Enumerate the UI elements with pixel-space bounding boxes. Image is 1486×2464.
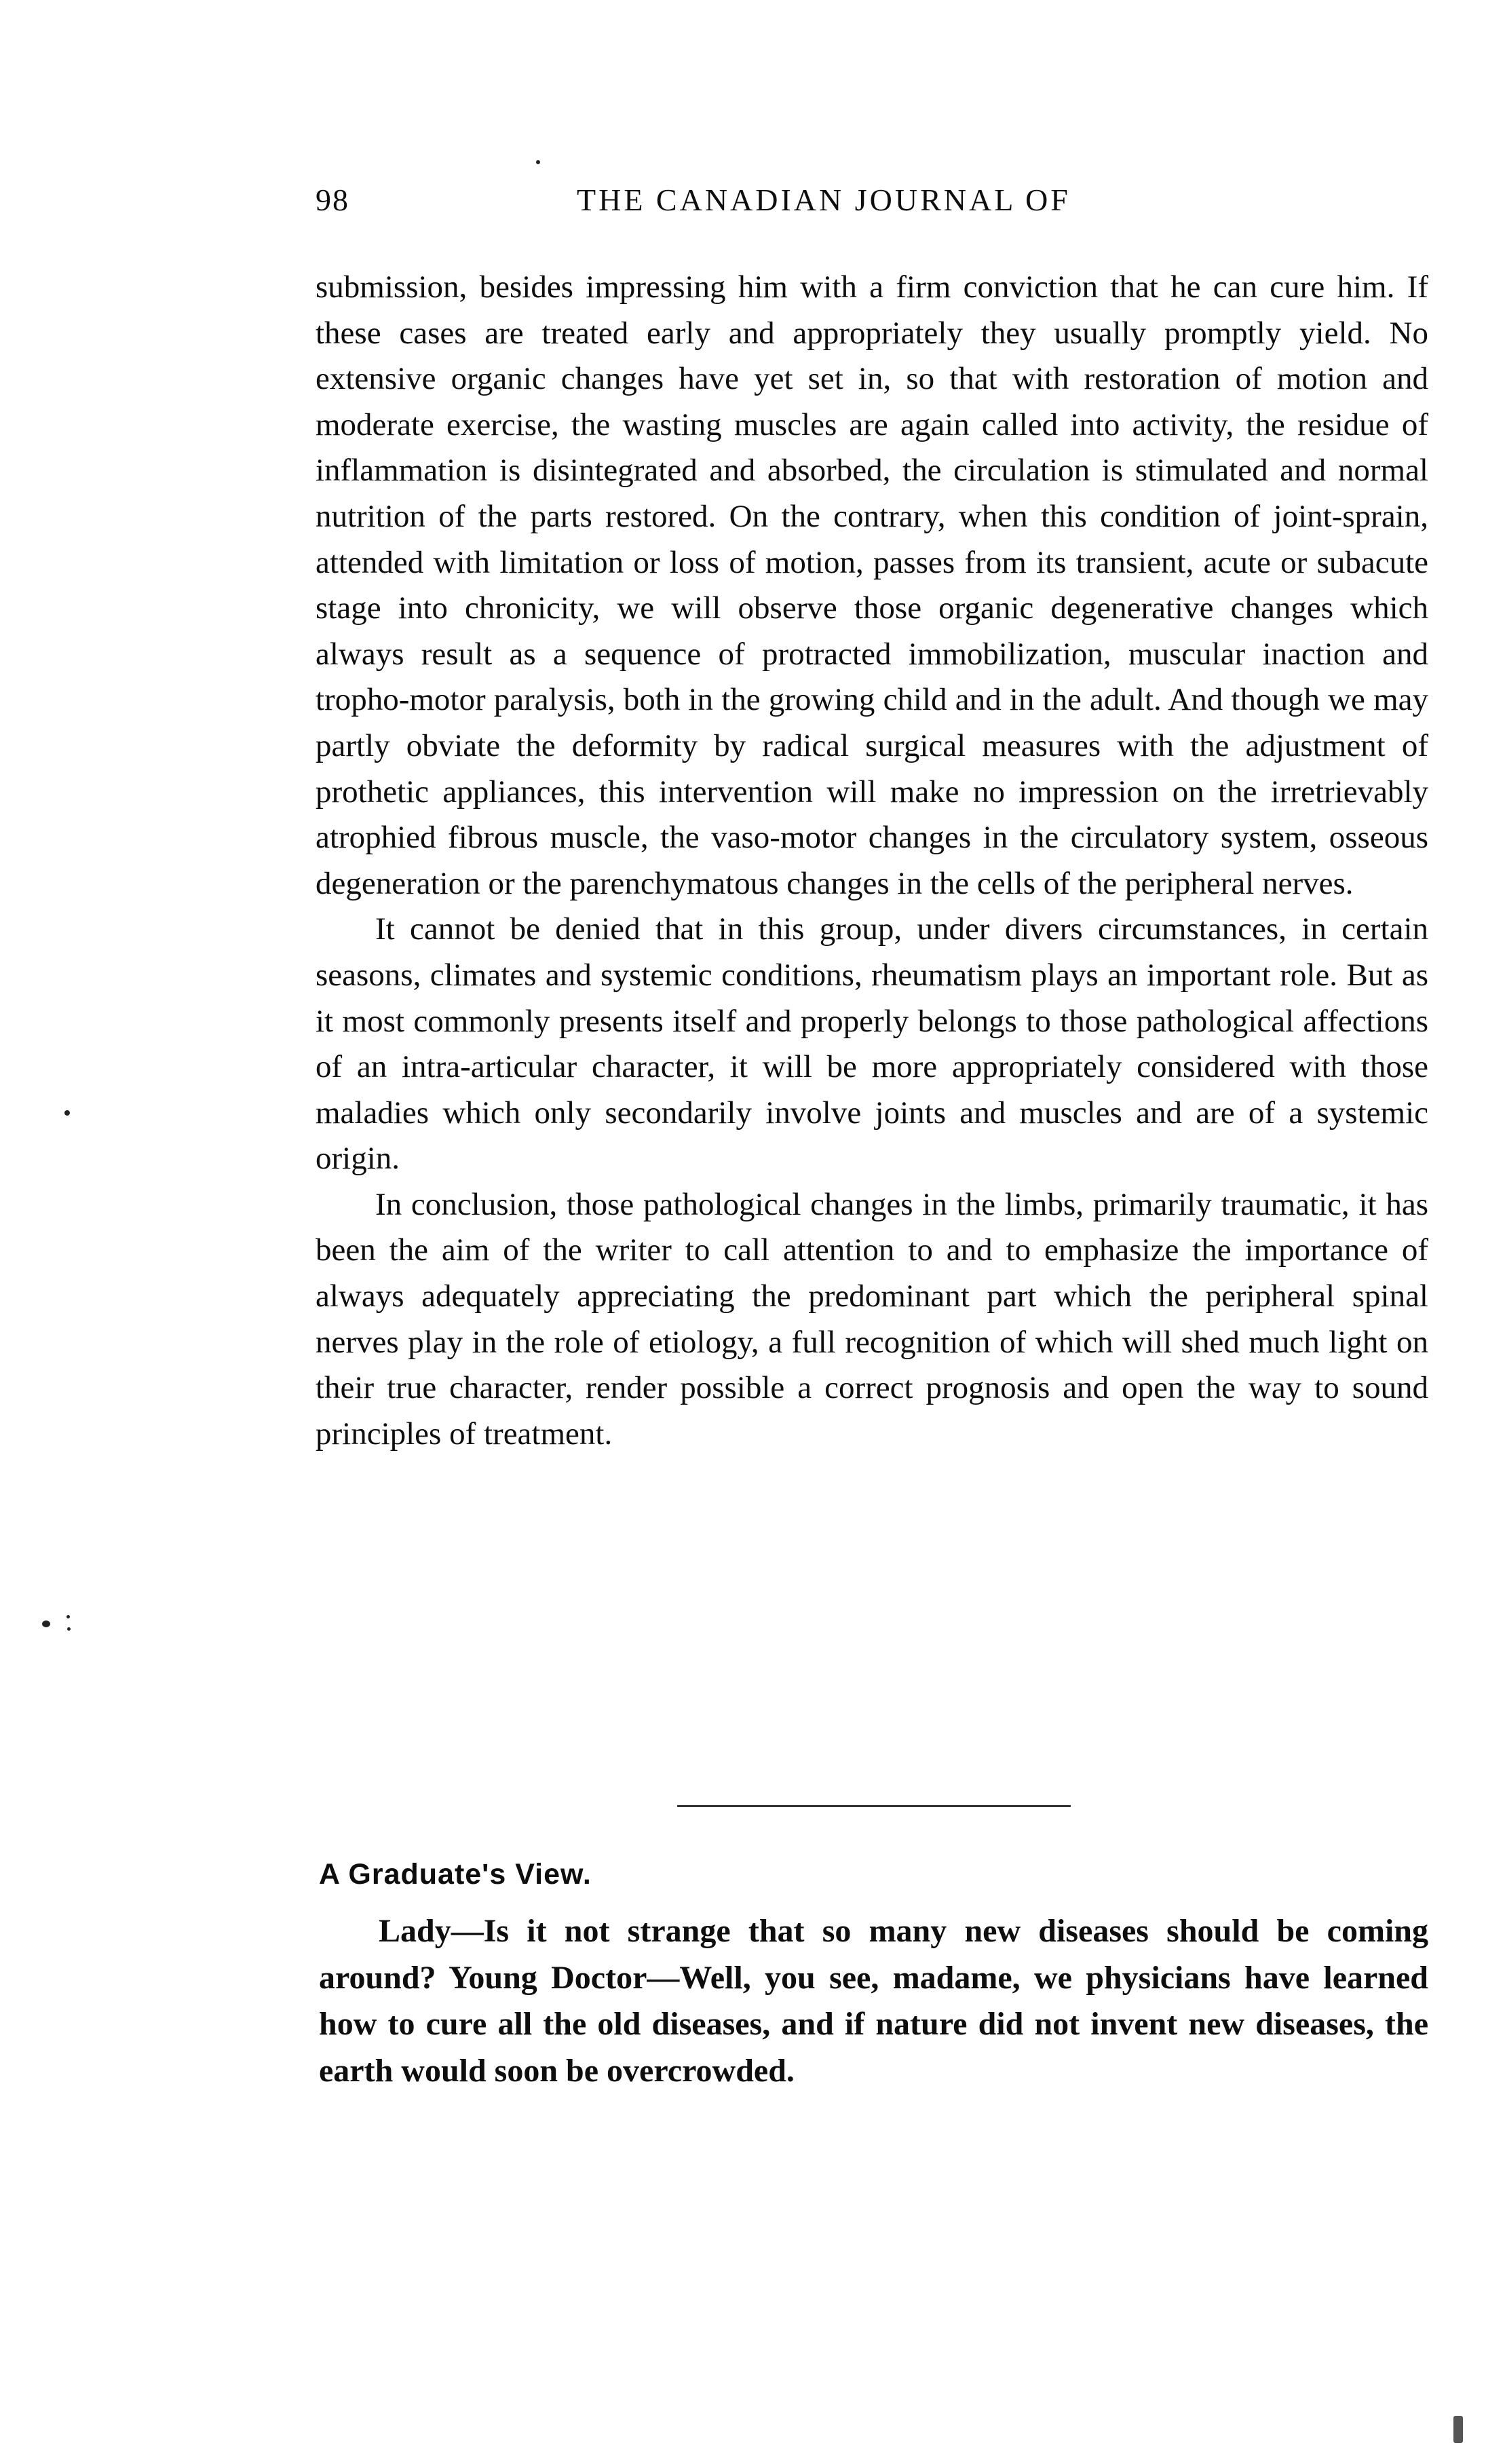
- paragraph: It cannot be denied that in this group, under divers circumstances, in certain seasons, climates and systemic conditions, rheumatism plays an important role. But as it most commonly presents itself and properly belongs to those pathological affections of an intra-articular character, it will be more appropriately considered with those maladies which only secondarily involve joints and muscles and are of a systemic origin.: [316, 911, 1428, 1177]
- print-speck: [67, 1627, 71, 1631]
- print-speck: [66, 1615, 70, 1618]
- paragraph: Lady—Is it not strange that so many new diseases should be coming around? Young Doctor—Well, you see, madame, we physicians have learned how to cure all the old diseases, and if nature did not invent new diseases, the earth would soon be overcrowded.: [319, 1913, 1428, 2089]
- section-body: [319, 1908, 1428, 2094]
- page-number: 98: [316, 183, 349, 217]
- print-speck: [536, 160, 540, 164]
- section-divider: [677, 1805, 1071, 1807]
- print-speck: [42, 1620, 50, 1627]
- print-speck: [1453, 2416, 1463, 2443]
- running-title: THE CANADIAN JOURNAL OF: [577, 183, 1071, 217]
- paragraph: In conclusion, those pathological changes in the limbs, primarily traumatic, it has been the aim of the writer to call attention to and to emphasize the importance of always adequately appreciating the predominant part which the peripheral spinal nerves play in the role of etiology, a full recognition of which will shed much light on their true character, render possible a correct prognosis and open the way to sound principles of treatment.: [316, 1186, 1428, 1452]
- section-heading: A Graduate's View.: [319, 1858, 592, 1891]
- article-body: [316, 265, 1428, 1457]
- print-speck: [64, 1110, 70, 1116]
- paragraph: submission, besides impressing him with a firm conviction that he can cure him. If these cases are treated early and appropriately they usually promptly yield. No extensive organic changes have yet set in, so that with restoration of motion and moderate exercise, the wasting muscles are again called into activity, the residue of inflammation is disintegrated and absorbed, the circulation is stimulated and normal nutrition of the parts restored. On the contrary, when this condition of joint-sprain, attended with limitation or loss of motion, passes from its transient, acute or subacute stage into chronicity, we will observe those organic degenerative changes which always result as a sequence of protracted immobilization, muscular inaction and tropho-motor paralysis, both in the growing child and in the adult. And though we may partly obviate the deformity by radical surgical measures with the adjustment of prothetic appliances, this intervention will make no impression on the irretrievably atrophied fibrous muscle, the vaso-motor changes in the circulatory system, osseous degeneration or the parenchymatous changes in the cells of the peripheral nerves.: [316, 269, 1428, 901]
- page-header: [316, 182, 1428, 229]
